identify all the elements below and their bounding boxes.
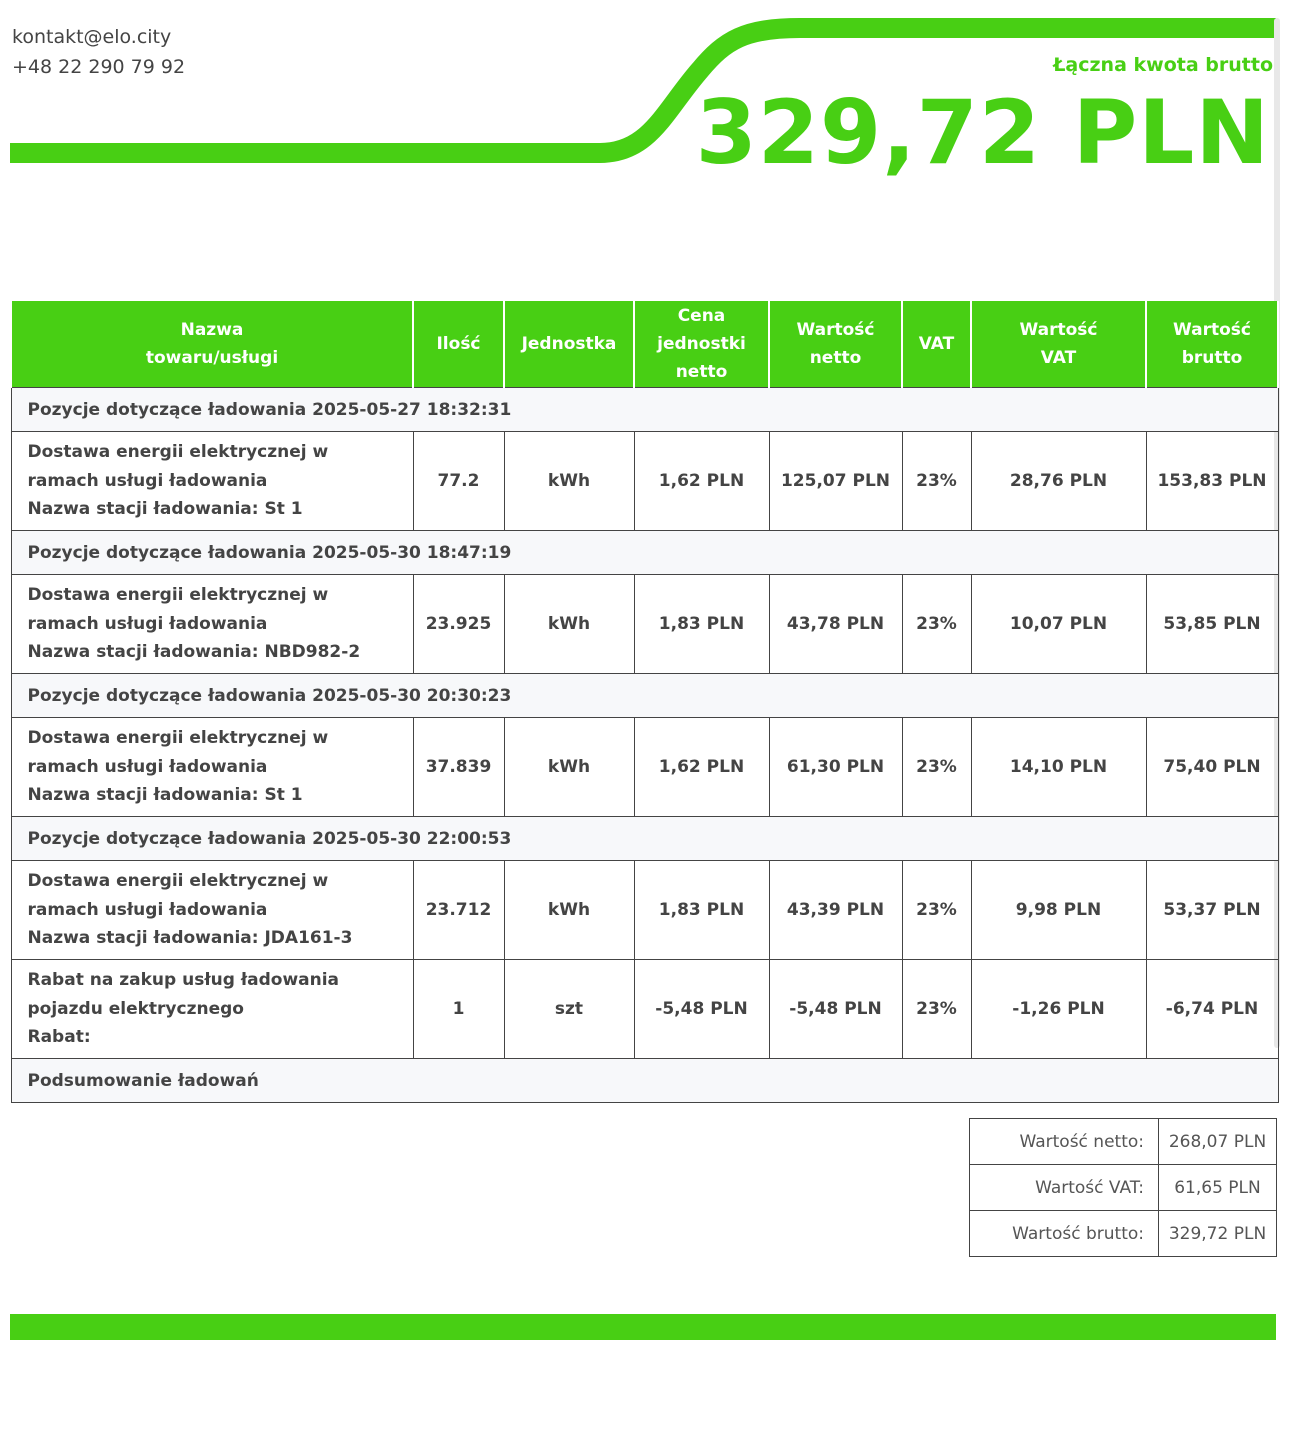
summary-row	[970, 1211, 1277, 1257]
column-header: Cena jednostki netto	[634, 301, 769, 388]
item-net-value: 125,07 PLN	[769, 432, 902, 531]
summary-title: Podsumowanie ładowań	[11, 1059, 1278, 1103]
item-quantity: 37.839	[413, 718, 504, 817]
item-description	[11, 861, 413, 960]
item-gross-value: -6,74 PLN	[1146, 960, 1278, 1059]
table-body	[11, 388, 1278, 1103]
item-net-value: 43,39 PLN	[769, 861, 902, 960]
group-title: Pozycje dotyczące ładowania 2025-05-30 20:30:23	[11, 674, 1278, 718]
description-line: ramach usługi ładowania	[27, 756, 268, 777]
item-description	[11, 432, 413, 531]
description-line: ramach usługi ładowania	[27, 899, 268, 920]
contact-email[interactable]: kontakt@elo.city	[12, 26, 172, 48]
group-header-row	[11, 388, 1278, 432]
summary-row	[970, 1165, 1277, 1211]
item-unit-price: 1,62 PLN	[634, 432, 769, 531]
column-header: Wartość netto	[769, 301, 902, 388]
item-description	[11, 718, 413, 817]
description-line: Nazwa stacji ładowania: JDA161-3	[27, 928, 353, 949]
contact-info	[12, 22, 185, 82]
item-unit-price: 1,83 PLN	[634, 575, 769, 674]
group-title: Pozycje dotyczące ładowania 2025-05-30 18:47:19	[11, 531, 1278, 575]
item-unit: kWh	[504, 861, 634, 960]
table-row	[11, 575, 1278, 674]
item-vat-rate: 23%	[902, 432, 971, 531]
invoice-items-table	[10, 301, 1279, 1103]
item-net-value: 43,78 PLN	[769, 575, 902, 674]
group-header-row	[11, 817, 1278, 861]
item-vat-rate: 23%	[902, 718, 971, 817]
group-header-row	[11, 674, 1278, 718]
description-line: Dostawa energii elektrycznej w	[27, 728, 329, 749]
item-net-value: -5,48 PLN	[769, 960, 902, 1059]
summary-label: Wartość VAT:	[970, 1165, 1159, 1211]
summary-value: 61,65 PLN	[1159, 1165, 1277, 1211]
summary-value: 329,72 PLN	[1159, 1211, 1277, 1257]
item-gross-value: 153,83 PLN	[1146, 432, 1278, 531]
description-line: ramach usługi ładowania	[27, 613, 268, 634]
column-header: Ilość	[413, 301, 504, 388]
description-line: Dostawa energii elektrycznej w	[27, 585, 329, 606]
footer-bar	[10, 1314, 1276, 1340]
group-title: Pozycje dotyczące ładowania 2025-05-30 22:00:53	[11, 817, 1278, 861]
column-header: Wartość brutto	[1146, 301, 1278, 388]
contact-phone[interactable]: +48 22 290 79 92	[12, 56, 186, 78]
description-line: Rabat:	[27, 1027, 91, 1048]
description-line: Dostawa energii elektrycznej w	[27, 871, 329, 892]
group-header-row	[11, 531, 1278, 575]
item-gross-value: 75,40 PLN	[1146, 718, 1278, 817]
item-quantity: 23.712	[413, 861, 504, 960]
item-vat-rate: 23%	[902, 861, 971, 960]
table-row	[11, 718, 1278, 817]
item-vat-rate: 23%	[902, 575, 971, 674]
item-unit-price: 1,83 PLN	[634, 861, 769, 960]
item-vat-value: 14,10 PLN	[971, 718, 1146, 817]
table-header-row	[11, 301, 1278, 388]
summary-label: Wartość netto:	[970, 1119, 1159, 1165]
item-vat-value: 28,76 PLN	[971, 432, 1146, 531]
item-vat-rate: 23%	[902, 960, 971, 1059]
column-header: VAT	[902, 301, 971, 388]
item-unit: szt	[504, 960, 634, 1059]
item-quantity: 23.925	[413, 575, 504, 674]
item-quantity: 77.2	[413, 432, 504, 531]
item-unit: kWh	[504, 575, 634, 674]
item-description	[11, 575, 413, 674]
item-vat-value: -1,26 PLN	[971, 960, 1146, 1059]
item-vat-value: 10,07 PLN	[971, 575, 1146, 674]
description-line: Nazwa stacji ładowania: NBD982-2	[27, 642, 361, 663]
column-header: Wartość VAT	[971, 301, 1146, 388]
summary-value: 268,07 PLN	[1159, 1119, 1277, 1165]
description-line: Rabat na zakup usług ładowania	[27, 970, 340, 991]
table-row	[11, 960, 1278, 1059]
item-unit-price: -5,48 PLN	[634, 960, 769, 1059]
item-unit: kWh	[504, 432, 634, 531]
description-line: Dostawa energii elektrycznej w	[27, 442, 329, 463]
item-quantity: 1	[413, 960, 504, 1059]
item-description	[11, 960, 413, 1059]
item-net-value: 61,30 PLN	[769, 718, 902, 817]
summary-row	[970, 1119, 1277, 1165]
item-unit-price: 1,62 PLN	[634, 718, 769, 817]
description-line: Nazwa stacji ładowania: St 1	[27, 499, 303, 520]
summary-title-row	[11, 1059, 1278, 1103]
column-header: Nazwa towaru/usługi	[11, 301, 413, 388]
item-vat-value: 9,98 PLN	[971, 861, 1146, 960]
item-unit: kWh	[504, 718, 634, 817]
column-header: Jednostka	[504, 301, 634, 388]
description-line: pojazdu elektrycznego	[27, 998, 244, 1019]
description-line: ramach usługi ładowania	[27, 470, 268, 491]
item-gross-value: 53,37 PLN	[1146, 861, 1278, 960]
summary-table	[969, 1118, 1277, 1257]
table-row	[11, 861, 1278, 960]
total-gross-amount: 329,72 PLN	[695, 81, 1270, 184]
total-gross-label: Łączna kwota brutto	[1053, 54, 1273, 76]
group-title: Pozycje dotyczące ładowania 2025-05-27 18:32:31	[11, 388, 1278, 432]
item-gross-value: 53,85 PLN	[1146, 575, 1278, 674]
summary-label: Wartość brutto:	[970, 1211, 1159, 1257]
description-line: Nazwa stacji ładowania: St 1	[27, 785, 303, 806]
table-row	[11, 432, 1278, 531]
